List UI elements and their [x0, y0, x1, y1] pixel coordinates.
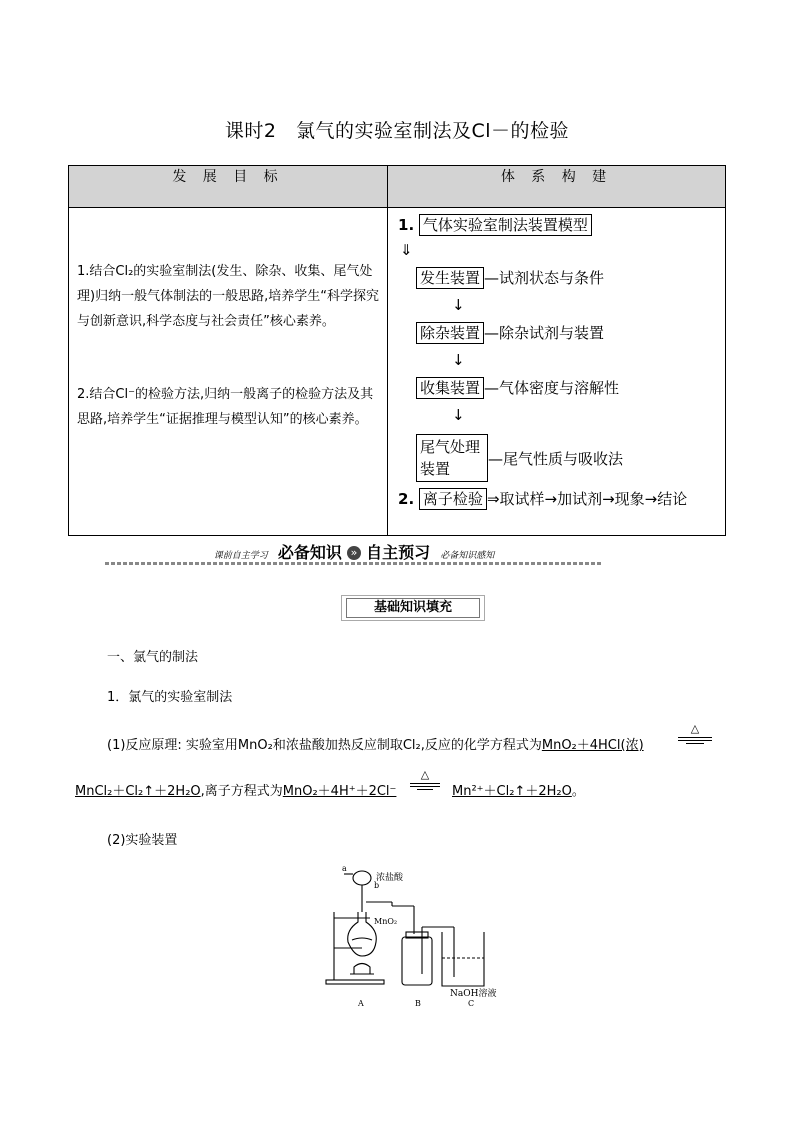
principle-line-2-end: Mn²⁺＋Cl₂↑＋2H₂O。: [452, 784, 585, 799]
generation-box: 发生装置: [416, 267, 484, 289]
goal-1: 1.结合Cl₂的实验室制法(发生、除杂、收集、尾气处理)归纳一般气体制法的一般思路,培养学生“科学探究与创新意识,科学态度与社会责任”核心素养。: [77, 264, 379, 329]
section-banner: 课前自主学习 必备知识 » 自主预习 必备知识感知: [105, 540, 603, 564]
chevron-right-icon: »: [347, 546, 361, 560]
step-purification: 除杂装置 —除杂试剂与装置: [416, 322, 604, 344]
label-naoh: NaOH溶液: [450, 989, 497, 999]
double-down-arrow-icon: ⇓: [400, 241, 413, 259]
system-item-2: 2. 离子检验 ⇒取试样→加试剂→现象→结论: [398, 490, 688, 508]
purification-box: 除杂装置: [416, 322, 484, 344]
label-A: A: [358, 999, 364, 1008]
heading-lab-prep: 1．氯气的实验室制法: [107, 690, 233, 705]
label-acid: 浓盐酸: [376, 873, 404, 883]
principle-line-2: MnCl₂＋Cl₂↑＋2H₂O,离子方程式为MnO₂＋4H⁺＋2Cl⁻: [75, 784, 397, 799]
down-arrow-icon: ↓: [452, 296, 465, 314]
heading-chlorine-prep: 一、氯气的制法: [107, 650, 199, 665]
heading-apparatus: (2)实验装置: [107, 833, 178, 848]
system-cell: [388, 208, 726, 536]
goals-cell: [69, 208, 388, 536]
step-generation: 发生装置 —试剂状态与条件: [416, 267, 604, 289]
system-item-1: 1. 气体实验室制法装置模型: [398, 214, 592, 236]
section-label: 基础知识填充: [346, 598, 480, 618]
header-system: 体 系 构 建: [388, 166, 726, 208]
label-C: C: [468, 999, 475, 1008]
step-collection: 收集装置 —气体密度与溶解性: [416, 377, 619, 399]
heat-equals-sign-ionic: △: [410, 768, 440, 790]
tail-gas-box: 尾气处理装置: [416, 434, 488, 482]
principle-line-1: (1)反应原理: 实验室用MnO₂和浓盐酸加热反应制取Cl₂,反应的化学方程式为MnO₂＋4HCl(浓): [107, 738, 644, 753]
label-mno2: MnO₂: [374, 917, 398, 926]
label-B: B: [415, 999, 421, 1008]
heat-equals-sign: △: [678, 722, 712, 744]
model-box: 气体实验室制法装置模型: [419, 214, 592, 236]
label-a: a: [342, 864, 347, 873]
apparatus-diagram: [322, 862, 502, 1012]
label-b: b: [374, 881, 380, 890]
goal-2: 2.结合Cl⁻的检验方法,归纳一般离子的检验方法及其思路,培养学生“证据推理与模型认知”的核心素养。: [77, 387, 374, 427]
down-arrow-icon: ↓: [452, 351, 465, 369]
banner-divider: [105, 562, 603, 565]
collection-box: 收集装置: [416, 377, 484, 399]
down-arrow-icon: ↓: [452, 406, 465, 424]
page-title: 课时2 氯气的实验室制法及Cl－的检验: [224, 120, 570, 142]
header-goals: 发 展 目 标: [69, 166, 388, 208]
step-tail-gas: 尾气处理装置 —尾气性质与吸收法: [416, 434, 623, 482]
ion-test-box: 离子检验: [419, 488, 487, 510]
goals-table: [68, 165, 726, 536]
